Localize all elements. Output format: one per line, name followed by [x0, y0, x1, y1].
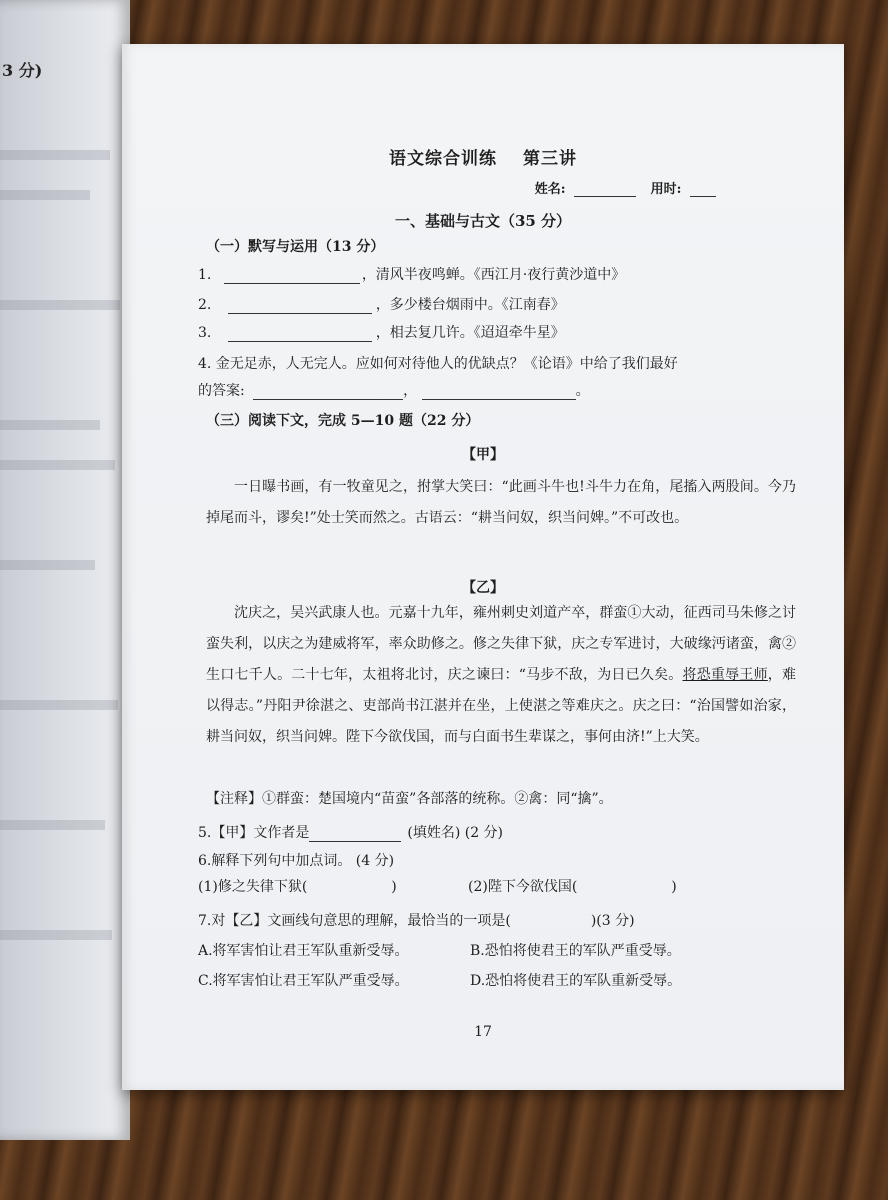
- q4-prefix: 的答案:: [198, 383, 245, 399]
- name-time-bar: [535, 178, 716, 197]
- name-blank[interactable]: [574, 182, 636, 197]
- question-4-line1: 4. 金无足赤，人无完人。应如何对待他人的优缺点？《论语》中给了我们最好: [198, 356, 678, 372]
- q7-text: 7.对【乙】文画线句意思的理解，最恰当的一项是(: [198, 913, 511, 929]
- name-label: 姓名:: [534, 182, 566, 197]
- title-main: 语文综合训练: [389, 149, 497, 169]
- underlined-sentence: 将恐重辱王师: [682, 667, 768, 683]
- worksheet-page: [122, 44, 844, 1090]
- passage-yi-body: [206, 598, 796, 753]
- question-7: [198, 910, 635, 930]
- q5-answer-blank[interactable]: [309, 825, 401, 842]
- section-title: 一、基础与古文（35 分）: [394, 212, 572, 230]
- question-5: [198, 822, 503, 842]
- q2-number: 2.: [198, 297, 212, 313]
- passage-jia-text: 一日曝书画，有一牧童见之，拊掌大笑曰：“此画斗牛也!斗牛力在角，尾搐入两股间。今乃掉尾而斗，谬矣!”处士笑而然之。古语云：“耕当问奴，织当问婢。”不可改也。: [206, 479, 796, 526]
- passage-yi-tag: 【乙】: [462, 580, 504, 596]
- q6b-close: ): [671, 879, 677, 895]
- option-d: D.恐怕将使君王的军队重新受辱。: [470, 973, 682, 989]
- q3-text: ，相去复几许。《迢迢牵牛星》: [375, 325, 565, 341]
- question-6-item-1: [198, 876, 397, 896]
- passage-jia-tag: 【甲】: [462, 447, 504, 463]
- question-4-line2: [198, 380, 590, 400]
- q5-suffix: (填姓名) (2 分): [407, 825, 504, 841]
- q7-close: )(3 分): [590, 913, 635, 929]
- passage-yi: [206, 598, 796, 753]
- passage-jia: [206, 472, 796, 534]
- option-c: C.将军害怕让君王军队严重受辱。: [198, 973, 409, 989]
- left-page-edge: [0, 0, 130, 1140]
- option-b: B.恐怕将使君王的军队严重受辱。: [470, 943, 681, 959]
- time-blank[interactable]: [690, 182, 716, 197]
- title-lecture: 第三讲: [523, 149, 577, 169]
- question-6-item-2: [468, 876, 677, 896]
- part1-title: （一）默写与运用（13 分）: [206, 239, 385, 255]
- part3-title: （三）阅读下文，完成 5—10 题（22 分）: [206, 413, 480, 429]
- q6b-text: (2)陛下今欲伐国(: [468, 879, 578, 895]
- page-title: [122, 144, 844, 169]
- q4-answer-blank-1[interactable]: [253, 383, 403, 400]
- q3-answer-blank[interactable]: [228, 325, 372, 342]
- q4-end: 。: [575, 383, 590, 399]
- q3-number: 3.: [198, 325, 212, 341]
- passage-yi-text-before: 沈庆之，吴兴武康人也。元嘉十九年，雍州刺史刘道产卒，群蛮①大动，征西司马朱修之讨蛮失利，以庆之为建威将军，率众助修之。修之失律下狱，庆之专军进讨，大破缘沔诸蛮，禽②生口七千人。二十七年，太祖将北讨，庆之谏曰：“马步不敌，为日已久矣。: [206, 605, 796, 683]
- page-number: 17: [474, 1024, 492, 1040]
- question-1: [198, 264, 625, 284]
- passage-yi-text-after: ，难以得志。”丹阳尹徐湛之、吏部尚书江湛并在坐，上使湛之等难庆之。庆之曰：“治国譬如治家，耕当问奴，织当问婢。陛下今欲伐国，而与白面书生辈谋之，事何由济!”上大笑。: [206, 667, 797, 745]
- question-6: 6.解释下列句中加点词。 (4 分): [198, 853, 395, 869]
- q4-separator: ，: [403, 383, 418, 399]
- left-page-fragment: 3 分): [2, 61, 43, 80]
- option-a: A.将军害怕让君王军队重新受辱。: [198, 943, 409, 959]
- q4-answer-blank-2[interactable]: [422, 383, 576, 400]
- q1-number: 1.: [198, 267, 212, 283]
- q1-text: ，清风半夜鸣蝉。《西江月·夜行黄沙道中》: [361, 267, 626, 283]
- annotation-note: 【注释】①群蛮：楚国境内“苗蛮”各部落的统称。②禽：同“擒”。: [206, 791, 613, 807]
- q6a-close: ): [391, 879, 397, 895]
- q2-answer-blank[interactable]: [228, 297, 372, 314]
- q1-answer-blank[interactable]: [224, 267, 360, 284]
- q5-prefix: 5.【甲】文作者是: [198, 825, 310, 841]
- question-3: [198, 322, 565, 342]
- q2-text: ，多少楼台烟雨中。《江南春》: [375, 297, 565, 313]
- time-label: 用时:: [650, 182, 682, 197]
- q6a-text: (1)修之失律下狱(: [198, 879, 308, 895]
- question-2: [198, 294, 565, 314]
